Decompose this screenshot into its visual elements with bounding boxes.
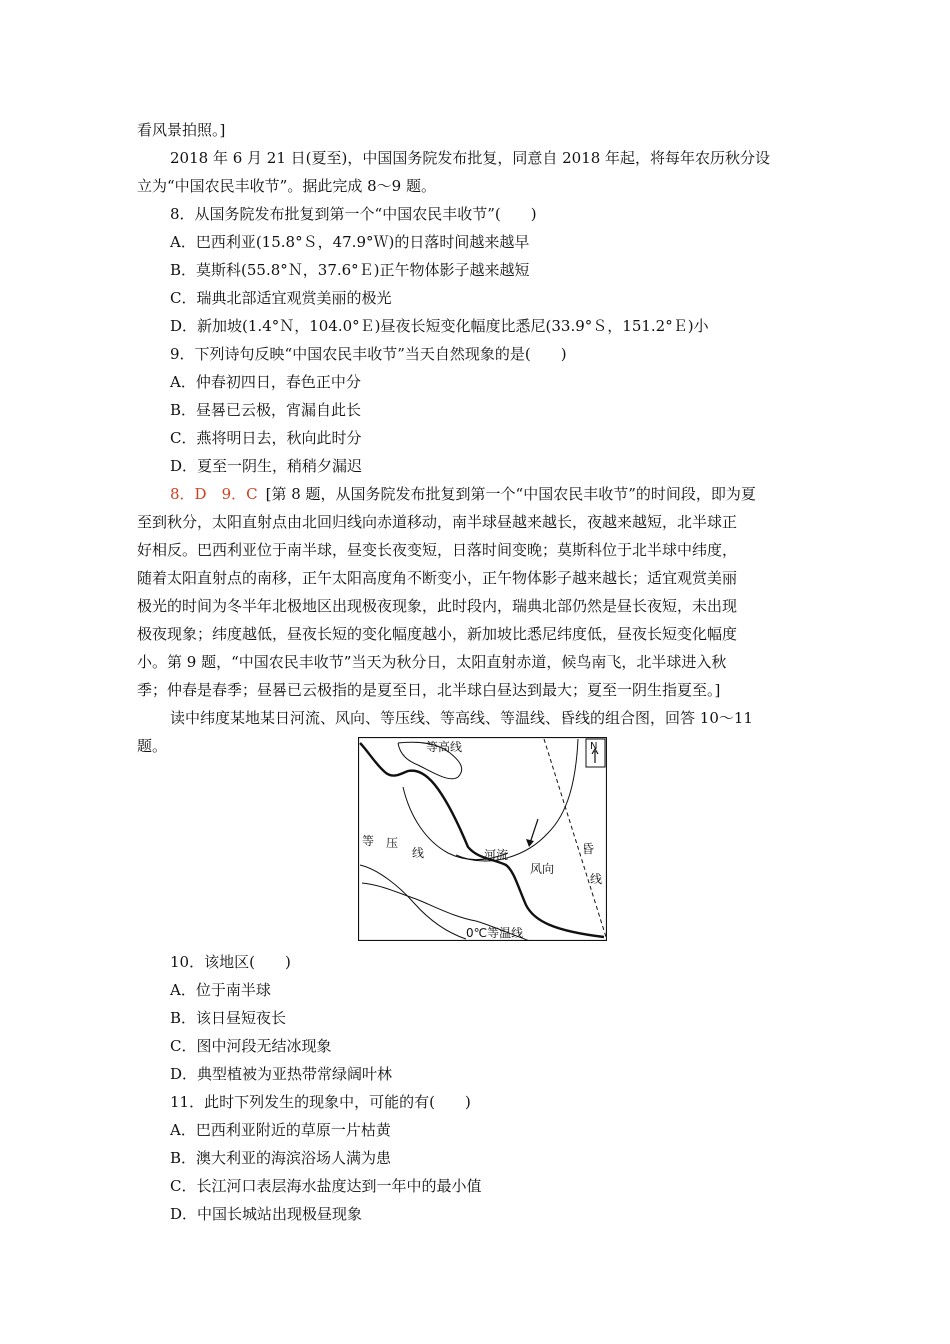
q8-9-intro-line-1: 2018 年 6 月 21 日(夏至)，中国国务院发布批复，同意自 2018 年起，将每年农历秋分设 [170,149,771,167]
q8-stem: 8．从国务院发布批复到第一个“中国农民丰收节”( ) [170,205,537,223]
north-label: N [590,741,598,752]
wind-arrow [530,819,538,843]
answer-8-9-line-6: 极夜现象；纬度越低，昼夜长短的变化幅度越小，新加坡比悉尼纬度低，昼夜长短变化幅度 [137,625,738,643]
isobar-line-1 [360,865,466,939]
isobar-char-2: 压 [386,836,399,850]
q11-option-b: B．澳大利亚的海滨浴场人满为患 [170,1149,392,1167]
isotherm-label: 0℃等温线 [466,926,524,940]
dusk-char-1: 昏 [582,842,595,856]
answer-8-9-line-7: 小。第 9 题，“中国农民丰收节”当天为秋分日，太阳直射赤道，候鸟南飞，北半球进入秋 [137,653,727,671]
q11-stem: 11．此时下列发生的现象中，可能的有( ) [170,1093,471,1111]
answer-8-9-line-1: [第 8 题，从国务院发布批复到第一个“中国农民丰收节”的时间段，即为夏 [265,485,756,503]
isobar-char-1: 等 [362,834,375,848]
q9-option-c: C．燕将明日去，秋向此时分 [170,429,362,447]
q9-option-b: B．昼晷已云极，宵漏自此长 [170,401,362,419]
river-label: 河流 [484,848,509,862]
q9-stem: 9．下列诗句反映“中国农民丰收节”当天自然现象的是( ) [170,345,567,363]
q11-option-a: A．巴西利亚附近的草原一片枯黄 [170,1121,391,1139]
answer-8-9-line-2: 至到秋分，太阳直射点由北回归线向赤道移动，南半球昼越来越长，夜越来越短，北半球正 [137,513,738,531]
answer-8-9-line-8: 季；仲春是春季；昼晷已云极指的是夏至日，北半球白昼达到最大；夏至一阴生指夏至。] [137,681,721,699]
q8-9-intro-line-2: 立为“中国农民丰收节”。据此完成 8～9 题。 [137,177,436,195]
answer-key-8-9: 8．D 9．C [170,485,258,503]
answer-8-9-line-3: 好相反。巴西利亚位于南半球，昼变长夜变短，日落时间变晚；莫斯科位于北半球中纬度， [137,541,738,559]
contour-label: 等高线 [426,740,463,754]
q10-11-intro-line-2: 题。 [137,737,168,755]
q9-option-d: D．夏至一阴生，稍稍夕漏迟 [170,457,363,475]
q8-option-b: B．莫斯科(55.8°Ｎ，37.6°Ｅ)正午物体影子越来越短 [170,261,530,279]
q8-option-a: A．巴西利亚(15.8°Ｓ，47.9°Ｗ)的日落时间越来越早 [170,233,530,251]
q8-option-c: C．瑞典北部适宜观赏美丽的极光 [170,289,392,307]
q11-option-d: D．中国长城站出现极昼现象 [170,1205,363,1223]
q11-option-c: C．长江河口表层海水盐度达到一年中的最小值 [170,1177,482,1195]
q8-option-d: D．新加坡(1.4°Ｎ，104.0°Ｅ)昼夜长短变化幅度比悉尼(33.9°Ｓ，151.2°Ｅ)小 [170,317,709,335]
q9-option-a: A．仲春初四日，春色正中分 [170,373,361,391]
geography-diagram [358,737,607,941]
q10-option-c: C．图中河段无结冰现象 [170,1037,332,1055]
answer-8-9-line-4: 随着太阳直射点的南移，正午太阳高度角不断变小，正午物体影子越来越长；适宜观赏美丽 [137,569,738,587]
isotherm-line [456,739,578,861]
answer-8-9-line-5: 极光的时间为冬半年北极地区出现极夜现象，此时段内，瑞典北部仍然是昼长夜短，未出现 [137,597,738,615]
q10-11-intro-line-1: 读中纬度某地某日河流、风向、等压线、等高线、等温线、昏线的组合图，回答 10～11 [170,709,753,727]
q10-stem: 10．该地区( ) [170,953,291,971]
intro-tail: 看风景拍照。] [137,121,226,139]
dusk-char-2: 线 [590,872,603,886]
wind-label: 风向 [530,862,555,876]
q10-option-b: B．该日昼短夜长 [170,1009,287,1027]
answer-8-9-first-line [170,484,756,504]
q10-option-d: D．典型植被为亚热带常绿阔叶林 [170,1065,393,1083]
isobar-char-3: 线 [412,846,425,860]
q10-option-a: A．位于南半球 [170,981,271,999]
